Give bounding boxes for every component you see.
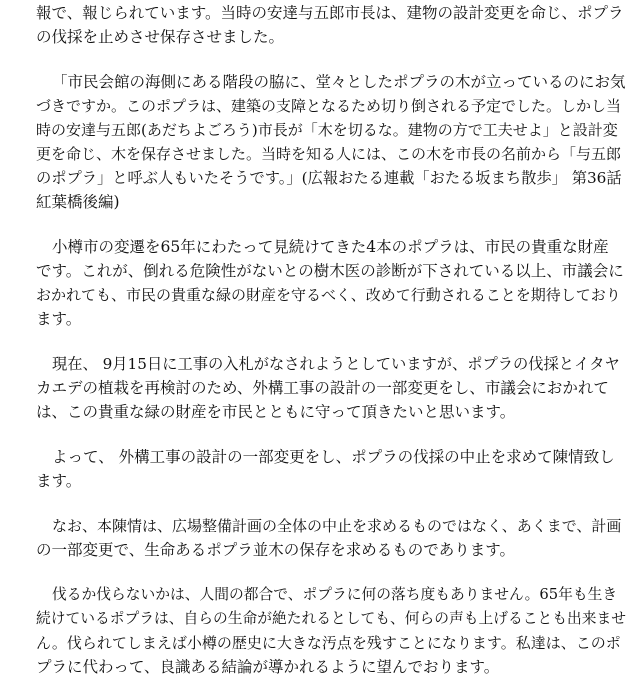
text-line: 現在、 9月15日に工事の入札がなされようとしていますが、ポプラの伐採とイタヤ — [52, 355, 620, 373]
text-line: プラに代わって、良識ある結論が導かれるように望んでおります。 — [36, 658, 500, 676]
text-line: ます。 — [36, 472, 82, 490]
paragraph-conclusion — [36, 583, 626, 679]
text-line: カエデの植栽を再検討のため、外構工事の設計の一部変更をし、市議会におかれて — [36, 379, 609, 397]
text-line: ます。 — [36, 310, 82, 328]
text-line: 伐るか伐らないかは、人間の都合で、ポプラに何の落ち度もありません。65年も生き — [52, 586, 618, 603]
text-line: 時の安達与五郎(あだちよごろう)市長が「木を切るな。建物の方で工夫せよ」と設計変 — [36, 121, 618, 139]
text-line: 更を命じ、木を保存させました。当時を知る人には、この木を市長の名前から「与五郎 — [36, 145, 622, 163]
text-line: です。これが、倒れる危険性がないとの樹木医の診断が下されている以上、市議会に — [36, 262, 624, 280]
text-line: なお、本陳情は、広場整備計画の全体の中止を求めるものではなく、あくまで、計画 — [52, 517, 622, 535]
paragraph-scope — [36, 514, 626, 562]
text-line: 小樽市の変遷を65年にわたって見続けてきた4本のポプラは、市民の貴重な財産 — [52, 238, 609, 256]
text-line: おかれても、市民の貴重な緑の財産を守るべく、改めて行動されることを期待しており — [36, 286, 621, 304]
paragraph-petition — [36, 445, 626, 493]
text-line: よって、 外構工事の設計の一部変更をし、ポプラの伐採の中止を求めて陳情致し — [52, 448, 615, 466]
paragraph-poplar-heritage — [36, 235, 626, 331]
text-line: 紅葉橋後編) — [36, 193, 120, 211]
paragraph-quotation — [36, 70, 626, 214]
text-line: の伐採を止めさせ保存させました。 — [36, 28, 285, 46]
document-page — [36, 0, 626, 679]
text-line: の一部変更で、生命あるポプラ並木の保存を求めるものであります。 — [36, 541, 515, 559]
text-line: ん。伐られてしまえば小樽の歴史に大きな汚点を残すことになります。私達は、このポ — [36, 634, 621, 652]
text-line: づきですか。このポプラは、建築の支障となるため切り倒される予定でした。しかし当 — [36, 97, 622, 115]
text-line: 報で、報じられています。当時の安達与五郎市長は、建物の設計変更を命じ、ポプラ — [36, 4, 624, 22]
text-line: 続けているポプラは、自らの生命が絶たれるとしても、何らの声も上げることも出来ませ — [36, 610, 626, 627]
text-line: のポプラ」と呼ぶ人もいたそうです。」(広報おたる連載「おたる坂まち散歩」 第36話 — [36, 169, 622, 187]
text-line: は、この貴重な緑の財産を市民とともに守って頂きたいと思います。 — [36, 403, 516, 421]
text-line: 「市民会館の海側にある階段の脇に、堂々としたポプラの木が立っているのにお気 — [52, 73, 626, 91]
paragraph-continuation — [36, 1, 626, 49]
paragraph-bidding — [36, 352, 626, 424]
